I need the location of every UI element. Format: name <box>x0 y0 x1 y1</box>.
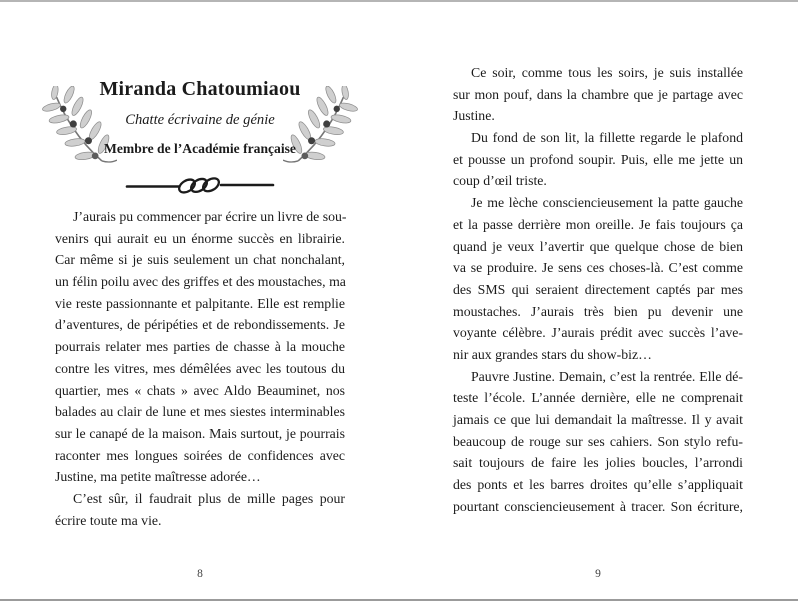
chapter-title: Miranda Chatoumiaou <box>99 78 301 100</box>
text-line: un félin poilu avec des griffes et des moustaches, ma <box>55 274 346 290</box>
text-line: contre les vitres, mes démêlées avec les toutous du <box>55 360 345 376</box>
right-page-text <box>453 62 743 517</box>
text-line: pourtant consciencieusement à tracer. Son écriture, <box>453 498 743 514</box>
text-line: sur le canapé de la maison. Mais surtout, je pourrais <box>55 425 345 441</box>
text-line: C’est sûr, il faudrait plus de mille pages pour <box>73 490 345 506</box>
text-line: des ponts et les barres droites qu’elle s’appliquait <box>453 477 743 493</box>
text-line: et la passe derrière mon oreille. Je fais toujours ça <box>453 216 743 232</box>
left-page <box>55 2 345 599</box>
text-line: coup d’œil triste. <box>453 173 547 189</box>
right-page <box>453 2 743 599</box>
text-line: teste l’école. L’année dernière, elle ne comprenait <box>453 390 743 406</box>
text-line: écrire toute ma vie. <box>55 512 162 528</box>
text-line: Justine, ma petite maîtresse adorée… <box>55 469 261 485</box>
text-line: Je me lèche consciencieusement la patte gauche <box>471 195 743 211</box>
text-line: quand je veux l’avertir que quelque chose de bien <box>453 238 743 254</box>
rope-twist-divider-icon <box>123 173 277 197</box>
text-line: J’aurais pu commencer par écrire un livre de sou- <box>73 209 347 224</box>
text-line: sait toujours de faire les jolies boucles, l’arrondi <box>453 455 743 471</box>
text-line: Ce soir, comme tous les soirs, je suis installée <box>471 65 743 80</box>
text-line: voyante célèbre. J’aurais prédit avec succès l’ave- <box>453 325 743 341</box>
text-line: Du fond de son lit, la fillette regarde le plafond <box>471 130 743 146</box>
text-line: Pauvre Justine. Demain, c’est la rentrée. Elle dé- <box>471 368 743 384</box>
page-number-left: 8 <box>197 568 203 580</box>
chapter-subtitle: Chatte écrivaine de génie <box>125 112 275 128</box>
text-line: raconter mes longues soirées de confidences avec <box>55 447 345 463</box>
chapter-affiliation: Membre de l’Académie française <box>104 141 296 156</box>
text-line: balades au clair de lune et mes siestes interminables <box>55 404 345 420</box>
page-number-right: 9 <box>595 568 601 580</box>
text-line: nir aux grandes stars du show-biz… <box>453 346 652 362</box>
text-line: beaucoup de rouge sur ses cahiers. Son stylo refu- <box>453 433 743 449</box>
text-line: des SMS qui seraient directement captés par mes <box>453 281 743 297</box>
text-line: et pousse un profond soupir. Puis, elle me jette un <box>453 151 743 167</box>
text-line: venirs qui aurait eu un énorme succès en librairie. <box>55 230 345 246</box>
text-line: sur mon pouf, dans la chambre que je partage avec <box>453 86 743 102</box>
text-line: jamais ce que lui demandait la maîtresse. Il y avait <box>453 412 743 427</box>
text-line: Car même si je suis seulement un chat nonchalant, <box>55 252 345 268</box>
text-line: vie reste passionnante et palpitante. Elle est remplie <box>55 295 345 311</box>
text-line: moustaches. J’aurais très bien pu devenir une <box>453 303 743 319</box>
text-line: quartier, mes « chats » avec Aldo Beauminet, nos <box>55 382 345 398</box>
text-line: pourrais relater mes parties de chasse à la mouche <box>55 339 345 355</box>
left-page-text <box>55 206 345 531</box>
text-line: d’aventures, de péripéties et de rebondissements. Je <box>55 317 345 333</box>
text-line: va se produire. Je sens ces choses-là. C’est comme <box>453 260 743 276</box>
text-line: Justine. <box>453 108 495 124</box>
